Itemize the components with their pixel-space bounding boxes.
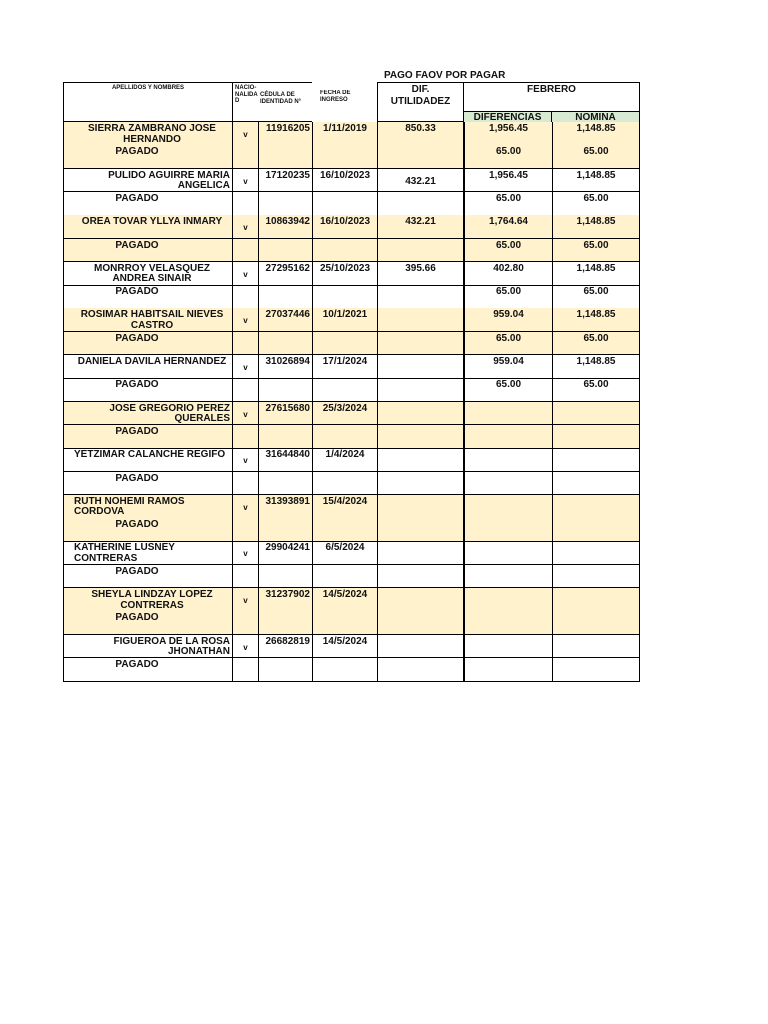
paid-diferencias: 65.00 xyxy=(464,378,552,402)
paid-cell xyxy=(258,611,312,635)
paid-label: PAGADO xyxy=(63,285,232,309)
diferencias-value: 402.80 xyxy=(464,262,552,286)
dif-utilidades-value xyxy=(377,541,464,565)
employee-name: ROSIMAR HABITSAIL NIEVES CASTRO xyxy=(63,308,232,332)
paid-cell xyxy=(258,658,312,682)
dif-utilidades-value xyxy=(377,495,464,519)
diferencias-value xyxy=(464,448,552,472)
dif-utilidades-value: 395.66 xyxy=(377,262,464,286)
paid-cell xyxy=(258,239,312,263)
paid-label: PAGADO xyxy=(63,658,232,682)
paid-cell xyxy=(377,425,464,449)
paid-cell xyxy=(232,378,258,402)
nationality-value: v xyxy=(232,122,258,146)
paid-label: PAGADO xyxy=(63,565,232,589)
nomina-value: 1,148.85 xyxy=(552,355,640,379)
paid-cell xyxy=(232,518,258,542)
header-diferencias: DIFERENCIAS xyxy=(464,111,552,123)
paid-cell xyxy=(258,285,312,309)
nationality-value: v xyxy=(232,215,258,239)
paid-diferencias: 65.00 xyxy=(464,192,552,216)
paid-nomina xyxy=(552,518,640,542)
dif-utilidades-value: 432.21 xyxy=(377,215,464,239)
paid-cell xyxy=(312,332,377,356)
nomina-value xyxy=(552,402,640,426)
paid-label: PAGADO xyxy=(63,425,232,449)
paid-diferencias: 65.00 xyxy=(464,332,552,356)
paid-cell xyxy=(377,611,464,635)
diferencias-value: 959.04 xyxy=(464,355,552,379)
paid-nomina: 65.00 xyxy=(552,192,640,216)
paid-cell xyxy=(258,192,312,216)
employee-name: RUTH NOHEMI RAMOS CORDOVA xyxy=(63,495,232,519)
nationality-value: v xyxy=(232,355,258,379)
employee-name: SIERRA ZAMBRANO JOSE HERNANDO xyxy=(63,122,232,146)
diferencias-value xyxy=(464,402,552,426)
employee-name: KATHERINE LUSNEY CONTRERAS xyxy=(63,541,232,565)
dif-utilidades-value: 850.33 xyxy=(377,122,464,146)
id-number: 31237902 xyxy=(258,588,312,612)
paid-cell xyxy=(312,285,377,309)
dif-utilidades-value xyxy=(377,635,464,659)
header-id: CÉDULA DE IDENTIDAD N° xyxy=(258,82,312,122)
paid-label: PAGADO xyxy=(63,332,232,356)
diferencias-value xyxy=(464,495,552,519)
paid-label: PAGADO xyxy=(63,192,232,216)
hire-date: 1/4/2024 xyxy=(312,448,377,472)
nationality-value: v xyxy=(232,541,258,565)
header-nationality: NACIO- NALIDA D xyxy=(232,82,258,122)
paid-cell xyxy=(312,425,377,449)
employee-name: PULIDO AGUIRRE MARIA ANGELICA xyxy=(63,169,232,193)
id-number: 26682819 xyxy=(258,635,312,659)
employee-name: OREA TOVAR YLLYA INMARY xyxy=(63,215,232,239)
hire-date: 14/5/2024 xyxy=(312,588,377,612)
nomina-value: 1,148.85 xyxy=(552,122,640,146)
paid-cell xyxy=(312,145,377,169)
paid-cell xyxy=(258,145,312,169)
paid-cell xyxy=(312,239,377,263)
nomina-value: 1,148.85 xyxy=(552,215,640,239)
paid-cell xyxy=(377,239,464,263)
id-number: 29904241 xyxy=(258,541,312,565)
id-number: 17120235 xyxy=(258,169,312,193)
paid-diferencias xyxy=(464,472,552,496)
nationality-value: v xyxy=(232,402,258,426)
id-number: 27615680 xyxy=(258,402,312,426)
id-number: 27037446 xyxy=(258,308,312,332)
diferencias-value xyxy=(464,541,552,565)
header-names: APELLIDOS Y NOMBRES xyxy=(63,82,232,122)
hire-date: 17/1/2024 xyxy=(312,355,377,379)
paid-cell xyxy=(232,332,258,356)
employee-name: DANIELA DAVILA HERNANDEZ xyxy=(63,355,232,379)
header-month: FEBRERO xyxy=(464,82,640,111)
id-number: 10863942 xyxy=(258,215,312,239)
paid-nomina xyxy=(552,565,640,589)
paid-cell xyxy=(312,565,377,589)
paid-diferencias: 65.00 xyxy=(464,145,552,169)
paid-cell xyxy=(258,378,312,402)
paid-cell xyxy=(232,565,258,589)
employee-name: SHEYLA LINDZAY LOPEZ CONTRERAS xyxy=(63,588,232,612)
nomina-value: 1,148.85 xyxy=(552,308,640,332)
paid-label: PAGADO xyxy=(63,378,232,402)
paid-diferencias: 65.00 xyxy=(464,239,552,263)
paid-nomina: 65.00 xyxy=(552,285,640,309)
paid-cell xyxy=(232,472,258,496)
paid-cell xyxy=(232,192,258,216)
paid-nomina: 65.00 xyxy=(552,378,640,402)
dif-utilidades-value: 432.21 xyxy=(377,169,464,193)
paid-cell xyxy=(377,565,464,589)
paid-cell xyxy=(377,332,464,356)
diferencias-value: 1,956.45 xyxy=(464,122,552,146)
paid-diferencias xyxy=(464,565,552,589)
paid-diferencias: 65.00 xyxy=(464,285,552,309)
paid-diferencias xyxy=(464,658,552,682)
paid-cell xyxy=(232,239,258,263)
paid-cell xyxy=(377,472,464,496)
paid-nomina: 65.00 xyxy=(552,239,640,263)
dif-utilidades-value xyxy=(377,402,464,426)
page-title: PAGO FAOV POR PAGAR xyxy=(384,70,506,81)
paid-diferencias xyxy=(464,611,552,635)
paid-label: PAGADO xyxy=(63,239,232,263)
paid-cell xyxy=(232,658,258,682)
paid-cell xyxy=(258,332,312,356)
dif-utilidades-value xyxy=(377,588,464,612)
dif-utilidades-value xyxy=(377,355,464,379)
employee-name: JOSE GREGORIO PEREZ QUERALES xyxy=(63,402,232,426)
nationality-value: v xyxy=(232,635,258,659)
paid-cell xyxy=(258,425,312,449)
nationality-value: v xyxy=(232,588,258,612)
paid-cell xyxy=(232,611,258,635)
id-number: 31644840 xyxy=(258,448,312,472)
paid-cell xyxy=(377,285,464,309)
paid-cell xyxy=(258,472,312,496)
nomina-value xyxy=(552,448,640,472)
paid-label: PAGADO xyxy=(63,472,232,496)
diferencias-value xyxy=(464,588,552,612)
nomina-value: 1,148.85 xyxy=(552,169,640,193)
paid-cell xyxy=(312,472,377,496)
paid-cell xyxy=(312,192,377,216)
paid-cell xyxy=(232,425,258,449)
hire-date: 25/3/2024 xyxy=(312,402,377,426)
paid-cell xyxy=(232,145,258,169)
hire-date: 15/4/2024 xyxy=(312,495,377,519)
nationality-value: v xyxy=(232,495,258,519)
nomina-value xyxy=(552,541,640,565)
id-number: 31393891 xyxy=(258,495,312,519)
paid-label: PAGADO xyxy=(63,145,232,169)
nationality-value: v xyxy=(232,308,258,332)
paid-nomina: 65.00 xyxy=(552,332,640,356)
paid-cell xyxy=(377,518,464,542)
employee-name: YETZIMAR CALANCHE REGIFO xyxy=(63,448,232,472)
diferencias-value: 959.04 xyxy=(464,308,552,332)
nationality-value: v xyxy=(232,262,258,286)
hire-date: 16/10/2023 xyxy=(312,215,377,239)
paid-label: PAGADO xyxy=(63,611,232,635)
paid-cell xyxy=(258,518,312,542)
hire-date: 25/10/2023 xyxy=(312,262,377,286)
paid-nomina: 65.00 xyxy=(552,145,640,169)
paid-cell xyxy=(258,565,312,589)
hire-date: 6/5/2024 xyxy=(312,541,377,565)
paid-cell xyxy=(377,658,464,682)
paid-cell xyxy=(312,518,377,542)
paid-cell xyxy=(312,658,377,682)
nationality-value: v xyxy=(232,169,258,193)
employee-name: FIGUEROA DE LA ROSA JHONATHAN xyxy=(63,635,232,659)
nomina-value xyxy=(552,635,640,659)
hire-date: 10/1/2021 xyxy=(312,308,377,332)
dif-utilidades-value xyxy=(377,448,464,472)
nationality-value: v xyxy=(232,448,258,472)
diferencias-value: 1,956.45 xyxy=(464,169,552,193)
header-date: FECHA DE INGRESO xyxy=(320,90,351,103)
employee-name: MONRROY VELASQUEZ ANDREA SINAIR xyxy=(63,262,232,286)
paid-nomina xyxy=(552,658,640,682)
paid-nomina xyxy=(552,611,640,635)
paid-cell xyxy=(312,378,377,402)
nomina-value xyxy=(552,588,640,612)
header-nomina: NOMINA xyxy=(552,111,640,123)
paid-cell xyxy=(232,285,258,309)
paid-nomina xyxy=(552,472,640,496)
dif-utilidades-value xyxy=(377,308,464,332)
paid-diferencias xyxy=(464,518,552,542)
paid-cell xyxy=(377,192,464,216)
paid-cell xyxy=(312,611,377,635)
id-number: 11916205 xyxy=(258,122,312,146)
paid-diferencias xyxy=(464,425,552,449)
hire-date: 16/10/2023 xyxy=(312,169,377,193)
diferencias-value xyxy=(464,635,552,659)
diferencias-value: 1,764.64 xyxy=(464,215,552,239)
id-number: 27295162 xyxy=(258,262,312,286)
nomina-value: 1,148.85 xyxy=(552,262,640,286)
nomina-value xyxy=(552,495,640,519)
paid-label: PAGADO xyxy=(63,518,232,542)
paid-nomina xyxy=(552,425,640,449)
paid-cell xyxy=(377,145,464,169)
id-number: 31026894 xyxy=(258,355,312,379)
header-dif: DIF. UTILIDADEZ xyxy=(377,82,464,122)
hire-date: 14/5/2024 xyxy=(312,635,377,659)
hire-date: 1/11/2019 xyxy=(312,122,377,146)
paid-cell xyxy=(377,378,464,402)
